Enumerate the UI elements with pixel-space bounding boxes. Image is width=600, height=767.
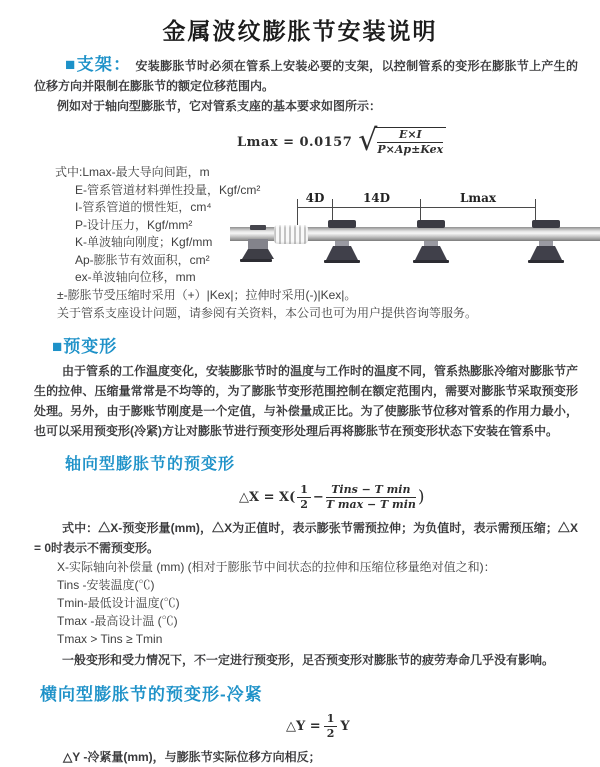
axial-item: Tmax > Tins ≥ Tmin: [57, 632, 163, 646]
fraction-denominator: P×Ap±Kex: [377, 143, 444, 156]
dim-label-4d: 4D: [298, 192, 332, 205]
fraction-numerator: 1: [297, 484, 311, 498]
definition-item: K-单波轴向刚度；Kgf/mm: [75, 235, 213, 249]
support-base-plate: [324, 260, 360, 263]
axial-item: Tmax -最高设计温 (℃): [57, 614, 178, 628]
axial-subsection-heading: 轴向型膨胀节的预变形: [65, 456, 236, 473]
radical-sign-icon: √: [358, 123, 378, 158]
fraction: [377, 129, 443, 156]
axial-closing-note: 一般变形和受力情况下，不一定进行预变形，足否预变形对膨胀节的疲劳寿命几乎没有影响。: [62, 653, 555, 667]
document-content: [0, 55, 600, 767]
fraction-numerator: 1: [324, 713, 338, 727]
support-consult-note: 关于管系支座设计问题，请参阅有关资料，本公司也可为用户提供咨询等服务。: [57, 306, 478, 320]
fraction-denominator: 2: [326, 726, 335, 740]
definition-item: I-管系管道的惯性矩，cm⁴: [75, 200, 212, 214]
definition-item: Ap-膨胀节有效面积，cm²: [75, 252, 210, 267]
support-base-plate: [528, 260, 564, 263]
formula-lmax: [237, 125, 578, 159]
radicand: [374, 127, 446, 156]
support-intro-paragraph: [34, 55, 578, 96]
square-root-expression: [358, 123, 446, 158]
support-section-heading: ■支架：: [65, 55, 132, 74]
formula-lmax-lhs: Lmax = 0.0157: [237, 134, 353, 150]
document-title: 金属波纹膨胀节安装说明: [162, 18, 438, 44]
fraction-denominator: T max − T min: [325, 497, 416, 511]
support-base-plate: [413, 260, 449, 263]
fraction-numerator: E×I: [377, 129, 443, 143]
anchor-base-plate: [240, 259, 272, 262]
formula-delta-x-close: ): [417, 487, 425, 507]
lateral-subsection-heading: 横向型膨胀节的预变形-冷紧: [40, 685, 263, 704]
formula-delta-y: [283, 713, 578, 739]
bellows-expansion-joint-icon: [274, 225, 308, 244]
half-fraction: [297, 484, 311, 511]
support-pedestal: [415, 246, 447, 260]
support-intro-text: 安装膨胀节时必须在管系上安装必要的支架，以控制管系的变形在膨胀节上产生的位移方向并限制在膨胀节的额定位移范围内。: [34, 59, 578, 93]
support-pedestal: [326, 246, 358, 260]
pipe-clamp: [532, 220, 560, 228]
half-fraction: [324, 713, 338, 740]
axial-item: Tins -安装温度(℃): [57, 578, 155, 592]
saddle-support-icon: [413, 192, 449, 292]
anchor-cap: [250, 225, 266, 230]
support-pedestal: [530, 246, 562, 260]
dim-label-lmax: Lmax: [421, 192, 535, 205]
pipe-clamp: [417, 220, 445, 228]
formula-delta-y-lhs: △Y =: [286, 718, 321, 734]
predeform-section-heading: ■预变形: [52, 337, 118, 356]
formula-delta-x: [237, 482, 578, 512]
anchor-block: [248, 239, 268, 249]
definition-item: ±-膨胀节受压缩时采用（+）|Kex|；拉伸时采用(-)|Kex|。: [57, 287, 357, 302]
axial-item: Tmin-最低设计温度(℃): [57, 596, 180, 610]
dimension-tick: [297, 199, 298, 227]
temperature-fraction: [326, 484, 416, 511]
support-example-text: 例如对于轴向型膨胀节，它对管系支座的基本要求如图所示：: [57, 99, 382, 113]
predeform-paragraph: 由于管系的工作温度变化，安装膨胀节时的温度与工作时的温度不同，管系热膨胀冷缩对膨胀节产生的拉伸、压缩量常常是不均等的，为了膨胀节变形范围控制在额定范围内，需要对膨胀节采取预变形处理。另外，由于膨账节刚度是一个定值，与补偿量成正比。为了使膨胀节位移对管系的作用力最小，也可以采用预变形(冷紧)方让对膨胀节进行预变形处理后再将膨胀节在预变形状态下安装在管系中。: [34, 364, 579, 438]
axial-item: X-实际轴向补偿量 (mm) (相对于膨胀节中间状态的拉伸和压缩位移量绝对值之和)：: [57, 560, 496, 574]
lateral-note: △Y -冷紧量(mm)，与膨胀节实际位移方向相反；: [63, 750, 321, 764]
dim-label-14d: 14D: [333, 192, 420, 205]
formula-delta-x-open: △X = X(: [239, 489, 296, 505]
pipe-clamp: [328, 220, 356, 228]
definition-item: E-管系管道材料弹性投量，Kgf/cm²: [75, 182, 261, 197]
anchor-support-icon: [240, 192, 276, 292]
axial-explain-paragraph: 式中：△X-预变形量(mm)，△X为正值时，表示膨张节需预拉伸；为负值时，表示需预压缩；△X = 0时表示不需预变形。: [34, 521, 578, 555]
definition-item: P-设计压力，Kgf/mm²: [75, 217, 193, 232]
minus-sign: −: [312, 489, 324, 505]
axial-symbol-list: [34, 558, 578, 648]
saddle-support-icon: [528, 192, 564, 292]
fraction-denominator: 2: [300, 497, 308, 511]
pipe-support-diagram: [230, 192, 600, 292]
definition-item: 式中:Lmax-最大导向间距，m: [55, 165, 210, 179]
saddle-support-icon: [324, 192, 360, 292]
fraction-numerator: Tins − T min: [326, 484, 416, 498]
anchor-base: [242, 249, 274, 259]
definition-item: ex-单波轴向位移，mm: [75, 270, 196, 284]
formula-delta-y-rhs: Y: [340, 718, 350, 734]
